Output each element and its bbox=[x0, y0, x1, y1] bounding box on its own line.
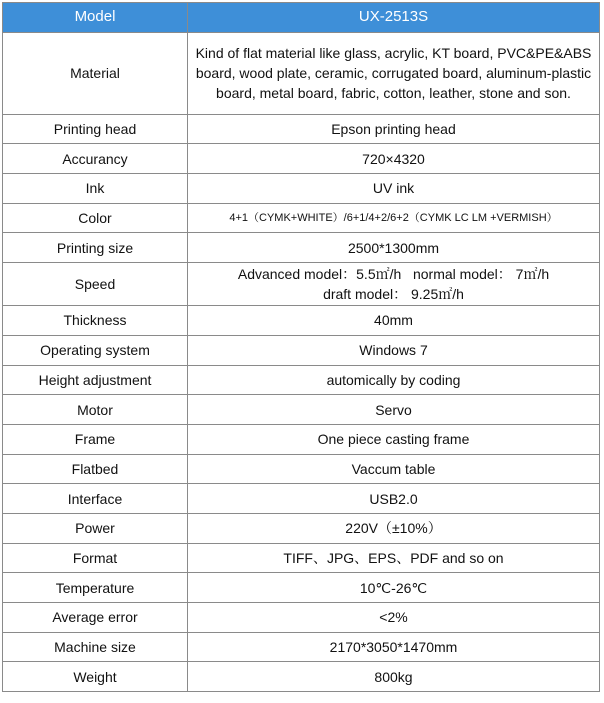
header-key: Model bbox=[3, 3, 188, 33]
row-key: Power bbox=[3, 513, 188, 543]
table-row bbox=[3, 632, 600, 662]
row-key: Color bbox=[3, 203, 188, 233]
table-row bbox=[3, 424, 600, 454]
row-value: Epson printing head bbox=[188, 114, 600, 144]
row-key: Height adjustment bbox=[3, 365, 188, 395]
table-row bbox=[3, 203, 600, 233]
table-row bbox=[3, 365, 600, 395]
table-header-row bbox=[3, 3, 600, 33]
row-value: 800kg bbox=[188, 662, 600, 692]
row-value: TIFF、JPG、EPS、PDF and so on bbox=[188, 543, 600, 573]
row-value: automically by coding bbox=[188, 365, 600, 395]
row-key: Speed bbox=[3, 263, 188, 306]
spec-table bbox=[2, 2, 600, 692]
row-value: UV ink bbox=[188, 174, 600, 204]
row-value: One piece casting frame bbox=[188, 424, 600, 454]
row-key: Format bbox=[3, 543, 188, 573]
table-row bbox=[3, 233, 600, 263]
spec-table-container bbox=[2, 2, 600, 692]
row-value: USB2.0 bbox=[188, 484, 600, 514]
row-key: Printing head bbox=[3, 114, 188, 144]
row-value: 220V（±10%） bbox=[188, 513, 600, 543]
table-row bbox=[3, 573, 600, 603]
table-row bbox=[3, 263, 600, 306]
row-key: Flatbed bbox=[3, 454, 188, 484]
table-row bbox=[3, 144, 600, 174]
header-value: UX-2513S bbox=[188, 3, 600, 33]
table-row bbox=[3, 513, 600, 543]
row-key: Temperature bbox=[3, 573, 188, 603]
row-value: Kind of flat material like glass, acrylic, KT board, PVC&PE&ABS board, wood plate, ceramic, corrugated board, aluminum-plastic board, metal board, fabric, cotton, leather, stone and son. bbox=[188, 32, 600, 114]
row-key: Accurancy bbox=[3, 144, 188, 174]
row-key: Weight bbox=[3, 662, 188, 692]
speed-line-2: draft model： 9.25㎡/h bbox=[323, 286, 464, 303]
row-value: 10℃-26℃ bbox=[188, 573, 600, 603]
row-key: Operating system bbox=[3, 335, 188, 365]
table-row bbox=[3, 662, 600, 692]
row-value: 40mm bbox=[188, 306, 600, 336]
row-key: Interface bbox=[3, 484, 188, 514]
row-key: Printing size bbox=[3, 233, 188, 263]
row-value: 2170*3050*1470mm bbox=[188, 632, 600, 662]
row-value: 2500*1300mm bbox=[188, 233, 600, 263]
row-key: Motor bbox=[3, 395, 188, 425]
table-row bbox=[3, 335, 600, 365]
row-key: Average error bbox=[3, 603, 188, 633]
table-row bbox=[3, 114, 600, 144]
table-row bbox=[3, 395, 600, 425]
row-value: 4+1（CYMK+WHITE）/6+1/4+2/6+2（CYMK LC LM +VERMISH） bbox=[188, 203, 600, 233]
row-key: Ink bbox=[3, 174, 188, 204]
speed-line-1: Advanced model：5.5㎡/h normal model： 7㎡/h bbox=[237, 266, 550, 283]
table-row bbox=[3, 603, 600, 633]
row-key: Machine size bbox=[3, 632, 188, 662]
table-row bbox=[3, 174, 600, 204]
row-value: Vaccum table bbox=[188, 454, 600, 484]
row-key: Thickness bbox=[3, 306, 188, 336]
table-row bbox=[3, 32, 600, 114]
row-key: Material bbox=[3, 32, 188, 114]
table-row bbox=[3, 306, 600, 336]
row-value bbox=[188, 263, 600, 306]
table-row bbox=[3, 454, 600, 484]
row-value: Windows 7 bbox=[188, 335, 600, 365]
table-row bbox=[3, 543, 600, 573]
row-key: Frame bbox=[3, 424, 188, 454]
row-value: <2% bbox=[188, 603, 600, 633]
row-value: Servo bbox=[188, 395, 600, 425]
row-value: 720×4320 bbox=[188, 144, 600, 174]
table-row bbox=[3, 484, 600, 514]
